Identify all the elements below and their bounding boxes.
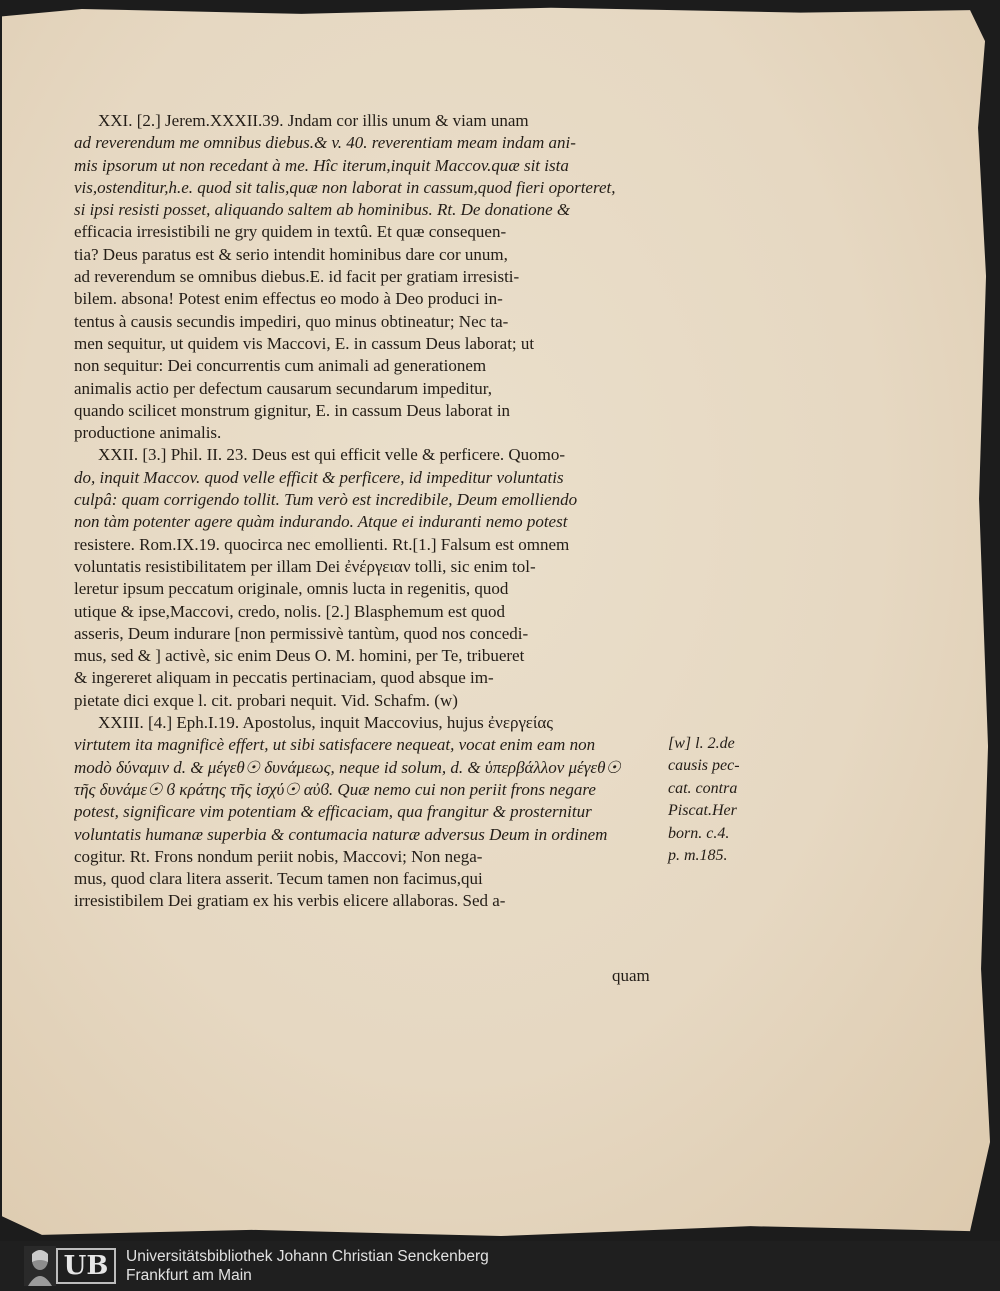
library-name: [126, 1247, 489, 1285]
portrait-icon: [24, 1246, 56, 1286]
text-line: animalis actio per defectum causarum secundarum impeditur,: [74, 378, 493, 398]
text-line: utique & ipse,Maccovi, credo, nolis. [2.] Blasphemum est quod: [74, 601, 506, 621]
text-line: ad reverendum se omnibus diebus.E. id facit per gratiam irresisti-: [74, 267, 520, 287]
main-text-block: [74, 110, 666, 913]
ub-logo-text: UB: [56, 1248, 116, 1284]
text-line: modò δύναμιν d. & μέγεθ☉ δυνάμεως, neque id solum, d. & ὑπερβάλλον μέγεθ☉: [74, 757, 621, 777]
text-line: cogitur. Rt. Frons nondum periit nobis, Maccovi; Non nega-: [74, 846, 483, 866]
margin-note: [668, 733, 760, 867]
text-line: mus, quod clara litera asserit. Tecum tamen non facimus,qui: [74, 869, 483, 889]
text-line: culpâ: quam corrigendo tollit. Tum verò est incredibile, Deum emolliendo: [74, 490, 578, 510]
text-line: irresistibilem Dei gratiam ex his verbis elicere allaboras. Sed a-: [74, 891, 506, 911]
text-line: potest, significare vim potentiam & efficaciam, qua frangitur & prosternitur: [74, 802, 592, 822]
text-line: tentus à causis secundis impediri, quo minus obtineatur; Nec ta-: [74, 311, 509, 331]
library-logo[interactable]: [10, 1246, 120, 1286]
text-line: voluntatis resistibilitatem per illam Dei ἐνέργειαν tolli, sic enim tol-: [74, 556, 536, 576]
text-line: τῆς δυνάμε☉ ϐ κράτης τῆς ἰσχύ☉ αὐϐ. Quæ nemo cui non periit frons negare: [74, 779, 596, 799]
text-line: non sequitur: Dei concurrentis cum animali ad generationem: [74, 356, 487, 376]
catchword: quam: [612, 966, 650, 985]
text-line: mis ipsorum ut non recedant à me. Hîc iterum,inquit Maccov.quæ sit ista: [74, 155, 569, 175]
text-line: leretur ipsum peccatum originale, omnis lucta in regenitis, quod: [74, 579, 509, 599]
library-name-line2: Frankfurt am Main: [126, 1267, 252, 1284]
text-line: mus, sed & ] activè, sic enim Deus O. M. homini, per Te, tribueret: [74, 646, 525, 666]
text-line: voluntatis humanæ superbia & contumacia naturæ adversus Deum in ordinem: [74, 824, 608, 844]
text-line: men sequitur, ut quidem vis Maccovi, E. in cassum Deus laborat; ut: [74, 333, 535, 353]
margin-note-line: born. c.4.: [668, 824, 730, 842]
text-line: pietate dici exque l. cit. probari nequit. Vid. Schafm. (w): [74, 690, 458, 710]
margin-note-line: causis pec-: [668, 757, 740, 775]
text-line: XXIII. [4.] Eph.I.19. Apostolus, inquit Maccovius, hujus ἐνεργείας: [98, 713, 554, 733]
margin-note-line: [w] l. 2.de: [668, 735, 735, 752]
text-line: vis,ostenditur,h.e. quod sit talis,quæ non laborat in cassum,quod fieri oporteret,: [74, 177, 616, 197]
text-line: non tàm potenter agere quàm indurando. Atque ei induranti nemo potest: [74, 512, 568, 532]
text-line: XXI. [2.] Jerem.XXXII.39. Jndam cor illis unum & viam unam: [98, 111, 529, 130]
text-line: resistere. Rom.IX.19. quocirca nec emollienti. Rt.[1.] Falsum est omnem: [74, 534, 570, 554]
margin-note-line: p. m.185.: [668, 847, 728, 865]
text-line: virtutem ita magnificè effert, ut sibi satisfacere nequeat, vocat enim eam non: [74, 735, 596, 755]
text-line: & ingereret aliquam in peccatis pertinaciam, quod absque im-: [74, 668, 494, 688]
text-line: tia? Deus paratus est & serio intendit hominibus dare cor unum,: [74, 244, 508, 264]
text-line: productione animalis.: [74, 423, 222, 443]
margin-note-line: Piscat.Her: [668, 802, 737, 820]
text-line: ad reverendum me omnibus diebus.& v. 40. reverentiam meam indam ani-: [74, 133, 576, 153]
text-line: efficacia irresistibili ne gry quidem in textû. Et quæ consequen-: [74, 222, 507, 242]
text-line: do, inquit Maccov. quod velle efficit & perficere, id impeditur voluntatis: [74, 467, 564, 487]
text-line: asseris, Deum indurare [non permissivè tantùm, quod nos concedi-: [74, 623, 529, 643]
library-name-line1: Universitätsbibliothek Johann Christian Senckenberg: [126, 1248, 489, 1265]
margin-note-line: cat. contra: [668, 779, 738, 797]
text-line: quando scilicet monstrum gignitur, E. in cassum Deus laborat in: [74, 400, 511, 420]
text-line: bilem. absona! Potest enim effectus eo modo à Deo produci in-: [74, 289, 503, 309]
text-line: si ipsi resisti posset, aliquando saltem ab hominibus. Rt. De donatione &: [74, 200, 571, 220]
text-line: XXII. [3.] Phil. II. 23. Deus est qui efficit velle & perficere. Quomo-: [98, 445, 566, 465]
